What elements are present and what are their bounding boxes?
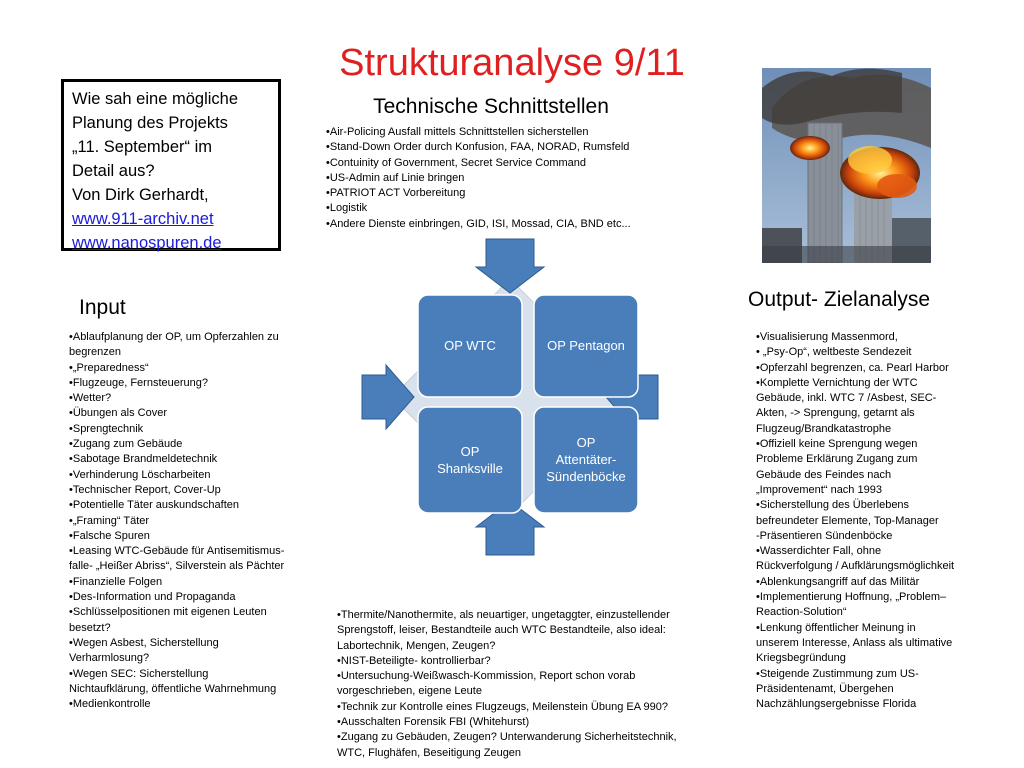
list-item: •Sprengtechnik (69, 422, 144, 435)
list-item: •Wasserdichter Fall, ohne Rückverfolgung / Aufklärungsmöglichkeit (756, 545, 955, 573)
technical-heading: Technische Schnittstellen (373, 95, 609, 118)
list-item: •Sicherstellung des Überlebens befreundeter Elemente, Top-Manager (756, 499, 939, 527)
list-item: •Thermite/Nanothermite, als neuartiger, ungetaggter, einzustellender Sprengstoff, leiser, Bestandteile auch WTC Bestandteile, also ideal: Labortechnik, Mengen, Zeugen? (337, 609, 670, 652)
list-item: •Schlüsselpositionen mit eigenen Leuten besetzt? (69, 606, 267, 634)
list-item: •Visualisierung Massenmord, (756, 331, 898, 343)
list-item: •Flugzeuge, Fernsteuerung? (69, 376, 208, 389)
list-item: •Stand-Down Order durch Konfusion, FAA, NORAD, Rumsfeld (326, 141, 630, 154)
bottom-list (337, 608, 707, 761)
input-list (69, 330, 289, 712)
list-item: •Lenkung öffentlicher Meinung in unserem Interesse, Anlass als ultimative Kriegsbegründung (756, 621, 953, 665)
list-item: •Wegen SEC: Sicherstellung Nichtaufklärung, öffentliche Wahrnehmung (69, 667, 277, 695)
info-line: Von Dirk Gerhardt, (72, 186, 209, 204)
list-item: •Opferzahl begrenzen, ca. Pearl Harbor (756, 361, 949, 374)
burning-towers-photo (762, 68, 931, 263)
operations-diagram (360, 237, 660, 612)
list-item: •US-Admin auf Linie bringen (326, 171, 465, 184)
list-item: •Des-Information und Propaganda (69, 591, 236, 604)
info-line: Planung des Projekts (72, 114, 228, 132)
list-item: •Technik zur Kontrolle eines Flugzeugs, Meilenstein Übung EA 990? (337, 700, 668, 713)
list-item: •Ablenkungsangriff auf das Militär (756, 575, 920, 588)
list-item: •Ablaufplanung der OP, um Opferzahlen zu begrenzen (69, 331, 279, 359)
output-heading: Output- Zielanalyse (748, 288, 931, 311)
list-item: •PATRIOT ACT Vorbereitung (326, 187, 466, 200)
list-item: •„Preparedness“ (69, 361, 149, 374)
input-heading: Input (79, 296, 126, 319)
list-item: •Zugang zu Gebäuden, Zeugen? Unterwanderung Sicherheitstechnik, WTC, Flughäfen, Beseitigung Zeugen (337, 731, 677, 759)
quadrant-label: Shanksville (437, 461, 503, 476)
list-item: •„Framing“ Täter (69, 514, 150, 527)
page-title: Strukturanalyse 9/11 (339, 42, 685, 84)
list-item: •Leasing WTC-Gebäude für Antisemitismus-falle- „Heißer Abriss“, Silverstein als Pächter (69, 545, 285, 573)
list-item: •Falsche Spuren (69, 529, 150, 542)
list-item: •Medienkontrolle (69, 698, 151, 711)
arrow-top (476, 239, 544, 293)
list-item: •Übungen als Cover (69, 407, 168, 420)
arrow-left (362, 365, 414, 429)
list-item: •Technischer Report, Cover-Up (69, 483, 221, 496)
link-911-archiv[interactable]: www.911-archiv.net (72, 210, 214, 228)
quadrant-label: OP WTC (444, 338, 496, 353)
quadrant-label: OP Pentagon (547, 338, 625, 353)
list-item: •Verhinderung Löscharbeiten (69, 468, 211, 481)
output-list (756, 330, 956, 712)
list-item: •Steigende Zustimmung zum US-Präsidentenamt, Übergehen Nachzählungsergebnisse Florida (756, 667, 919, 711)
list-item: •Ausschalten Forensik FBI (Whitehurst) (337, 716, 530, 729)
info-line: Wie sah eine mögliche (72, 90, 238, 108)
technical-list (326, 125, 686, 232)
list-item: • „Psy-Op“, weltbeste Sendezeit (756, 346, 912, 359)
info-box (61, 79, 281, 251)
list-item: •Potentielle Täter auskundschaften (69, 499, 239, 512)
list-item: •Contuinity of Government, Secret Service Command (326, 156, 587, 169)
link-nanospuren[interactable]: www.nanospuren.de (72, 234, 222, 252)
quadrant-label: Attentäter- (555, 452, 617, 467)
quadrant-label: OP (576, 435, 596, 450)
list-item: •Untersuchung-Weißwasch-Kommission, Report schon vorab vorgeschrieben, eigene Leute (337, 670, 636, 698)
info-line: „11. September“ im (72, 138, 212, 156)
list-item: •Wetter? (69, 392, 112, 405)
info-line: Detail aus? (72, 162, 155, 180)
list-item: •Wegen Asbest, Sicherstellung Verharmlosung? (69, 636, 219, 665)
list-item: •Zugang zum Gebäude (69, 438, 183, 451)
list-item: •Implementierung Hoffnung, „Problem–Reaction-Solution“ (756, 591, 947, 619)
quadrant-label: OP (460, 444, 480, 459)
list-item: -Präsentieren Sündenböcke (756, 529, 893, 542)
list-item: •Logistik (326, 202, 368, 215)
list-item: •Air-Policing Ausfall mittels Schnittstellen sicherstellen (326, 126, 589, 138)
list-item: •Komplette Vernichtung der WTC Gebäude, inkl. WTC 7 /Asbest, SEC-Akten, -> Sprengung, getarnt als Flugzeug/Brandkatastrophe (756, 376, 937, 435)
list-item: •Andere Dienste einbringen, GID, ISI, Mossad, CIA, BND etc... (326, 217, 631, 230)
quadrant-op-shanksville (418, 407, 522, 513)
list-item: •Sabotage Brandmeldetechnik (69, 453, 218, 466)
list-item: •Finanzielle Folgen (69, 575, 163, 588)
list-item: •NIST-Beteiligte- kontrollierbar? (337, 654, 491, 667)
list-item: •Offiziell keine Sprengung wegen Probleme Erklärung Zugang zum Gebäude des Feindes nach „Improvement“ nach 1993 (756, 438, 918, 496)
quadrant-label: Sündenböcke (546, 469, 626, 484)
